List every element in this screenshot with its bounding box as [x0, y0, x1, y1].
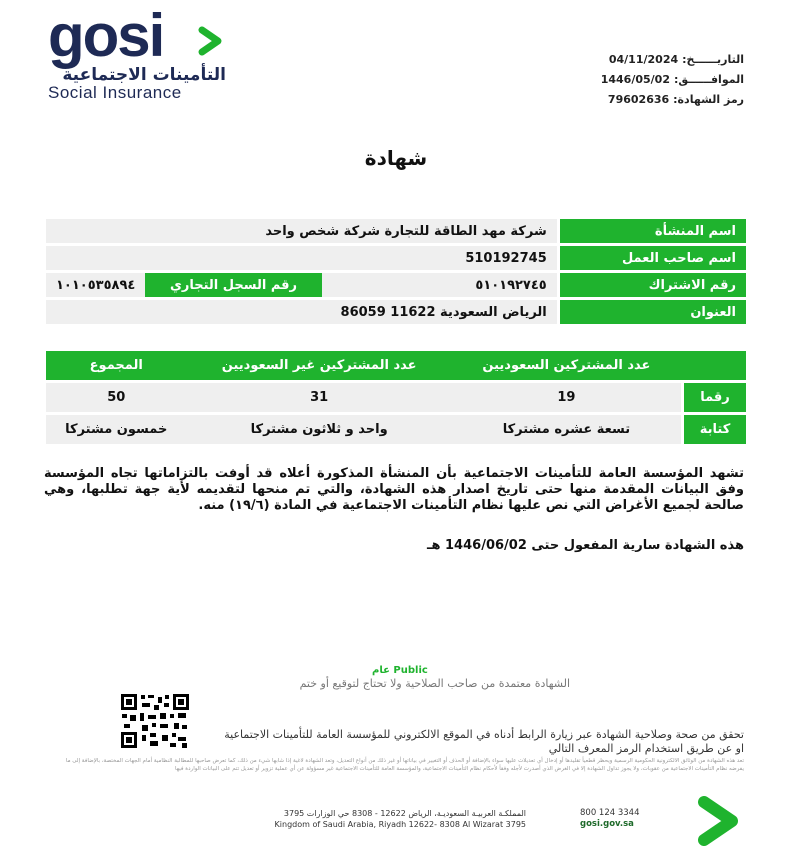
saudi-count-numeric: 19	[452, 383, 681, 412]
classification-label: Public عام	[372, 665, 428, 676]
contact-info	[580, 808, 639, 830]
date-value: 04/11/2024	[608, 53, 679, 66]
qr-code-icon[interactable]	[120, 693, 190, 749]
non-saudi-count-numeric: 31	[187, 383, 452, 412]
logo-wordmark: gosi	[48, 2, 164, 69]
establishment-info-table	[46, 216, 746, 327]
postal-address	[236, 808, 526, 830]
total-count-written: خمسون مشتركا	[46, 415, 187, 444]
employer-name-value: 510192745	[46, 246, 557, 270]
certificate-statement: تشهد المؤسسة العامة للتأمينات الاجتماعية بأن المنشأة المذكورة أعلاه قد أوفت بالتزاماتها تجاه المؤسسة وفق البيانات المقدمة منها حتى تاريخ اصدار هذه الشهادة، والتي تم منحها لتقديمه لأية جهة تطلبها، وهي صالحة لجميع الأغراض التي نص عليها نظام التأمينات الاجتماعية في المادة (١٩/٦) منه.	[44, 466, 744, 513]
header-saudi-count: عدد المشتركين السعوديين	[452, 351, 681, 380]
subscription-number-value: ٥١٠١٩٢٧٤٥	[322, 273, 557, 297]
address-label: العنوان	[557, 300, 746, 324]
date-label: التاريــــــخ:	[682, 53, 744, 66]
logo-arabic-text: التأمينات الاجتماعية	[62, 65, 226, 85]
table-row	[46, 273, 746, 297]
postal-address-english: Kingdom of Saudi Arabia, Riyadh 12622- 8308 Al Wizarat 3795	[274, 820, 526, 829]
hijri-date-value: 1446/05/02	[600, 73, 670, 86]
commercial-register-label: رقم السجل التجاري	[145, 273, 321, 297]
header-total: المجموع	[46, 351, 187, 380]
table-row	[46, 383, 746, 412]
table-row	[46, 246, 746, 270]
subscription-number-label: رقم الاشتراك	[557, 273, 746, 297]
non-saudi-count-written: واحد و ثلاثون مشتركا	[187, 415, 452, 444]
verification-instructions: تحقق من صحة وصلاحية الشهادة عبر زيارة الرابط أدناه في الموقع الالكتروني للمؤسسة العامة للتأمينات الاجتماعية او عن طريق استخدام الرمز المعرف التالي	[224, 728, 744, 755]
website-link[interactable]: gosi.gov.sa	[580, 819, 634, 829]
gosi-chevron-icon	[694, 796, 744, 846]
table-row	[46, 219, 746, 243]
approval-note: الشهادة معتمدة من صاحب الصلاحية ولا تحتاج لتوقيع أو ختم	[299, 677, 570, 690]
validity-statement: هذه الشهادة سارية المفعول حتى 1446/06/02 هـ	[427, 538, 744, 553]
certificate-code-label: رمز الشهادة:	[673, 93, 744, 106]
table-header-row	[46, 351, 746, 380]
hijri-date-label: الموافــــــق:	[673, 73, 744, 86]
total-count-numeric: 50	[46, 383, 187, 412]
commercial-register-value: ١٠١٠٥٣٥٨٩٤	[46, 273, 145, 297]
certificate-code-row	[544, 90, 744, 110]
establishment-name-value: شركة مهد الطاقة للتجارة شركة شخص واحد	[46, 219, 557, 243]
subscriber-counts-table	[46, 348, 746, 447]
certificate-code-value: 79602636	[607, 93, 670, 106]
postal-address-arabic: المملكـة العربيـة السعوديـة، الرياض 12622 - 8308 حي الوزارات 3795	[283, 809, 526, 818]
phone-number: 800 124 3344	[580, 808, 640, 818]
page-title: شهادة	[364, 146, 428, 170]
row-label-numeric: رقما	[681, 383, 746, 412]
header-non-saudi-count: عدد المشتركين غير السعوديين	[187, 351, 452, 380]
row-label-written: كتابة	[681, 415, 746, 444]
establishment-name-label: اسم المنشأة	[557, 219, 746, 243]
legal-disclaimer: تعد هذه الشهادة من الوثائق الالكترونية الحكومية الرسمية ويحظر قطعياً تقليدها أو إدخال أي تعديلات عليها سواء بالإضافة أو الحذف أو التغيير في بياناتها أو غير ذلك من أنواع التعديل، وتعد الشهادة لاغية إذا شابها شيء من ذلك، كما تعرض صاحبها للمطالبة النظامية أمام الجهات المختصة، بالإضافة إلى ما يفرضه نظام التأمينات الاجتماعية من عقوبات، ولا يجوز تداول الشهادة إلا في الغرض الذي أصدرت لأجله وفقاً لأحكام نظام التأمينات الاجتماعية، والمؤسسة العامة للتأمينات الاجتماعية غير مسؤولة عن أي عملية تزوير أو تعديل تتم على البيانات الواردة فيها	[65, 758, 744, 772]
employer-name-label: اسم صاحب العمل	[557, 246, 746, 270]
address-value: الرياض السعودية 11622 86059	[46, 300, 557, 324]
table-row	[46, 415, 746, 444]
table-row	[46, 300, 746, 324]
logo-chevron-icon	[196, 24, 226, 58]
logo-english-text: Social Insurance	[48, 83, 182, 102]
certificate-meta	[544, 50, 744, 110]
date-row	[544, 50, 744, 70]
saudi-count-written: تسعة عشره مشتركا	[452, 415, 681, 444]
header-spacer	[681, 351, 746, 380]
hijri-date-row	[544, 70, 744, 90]
